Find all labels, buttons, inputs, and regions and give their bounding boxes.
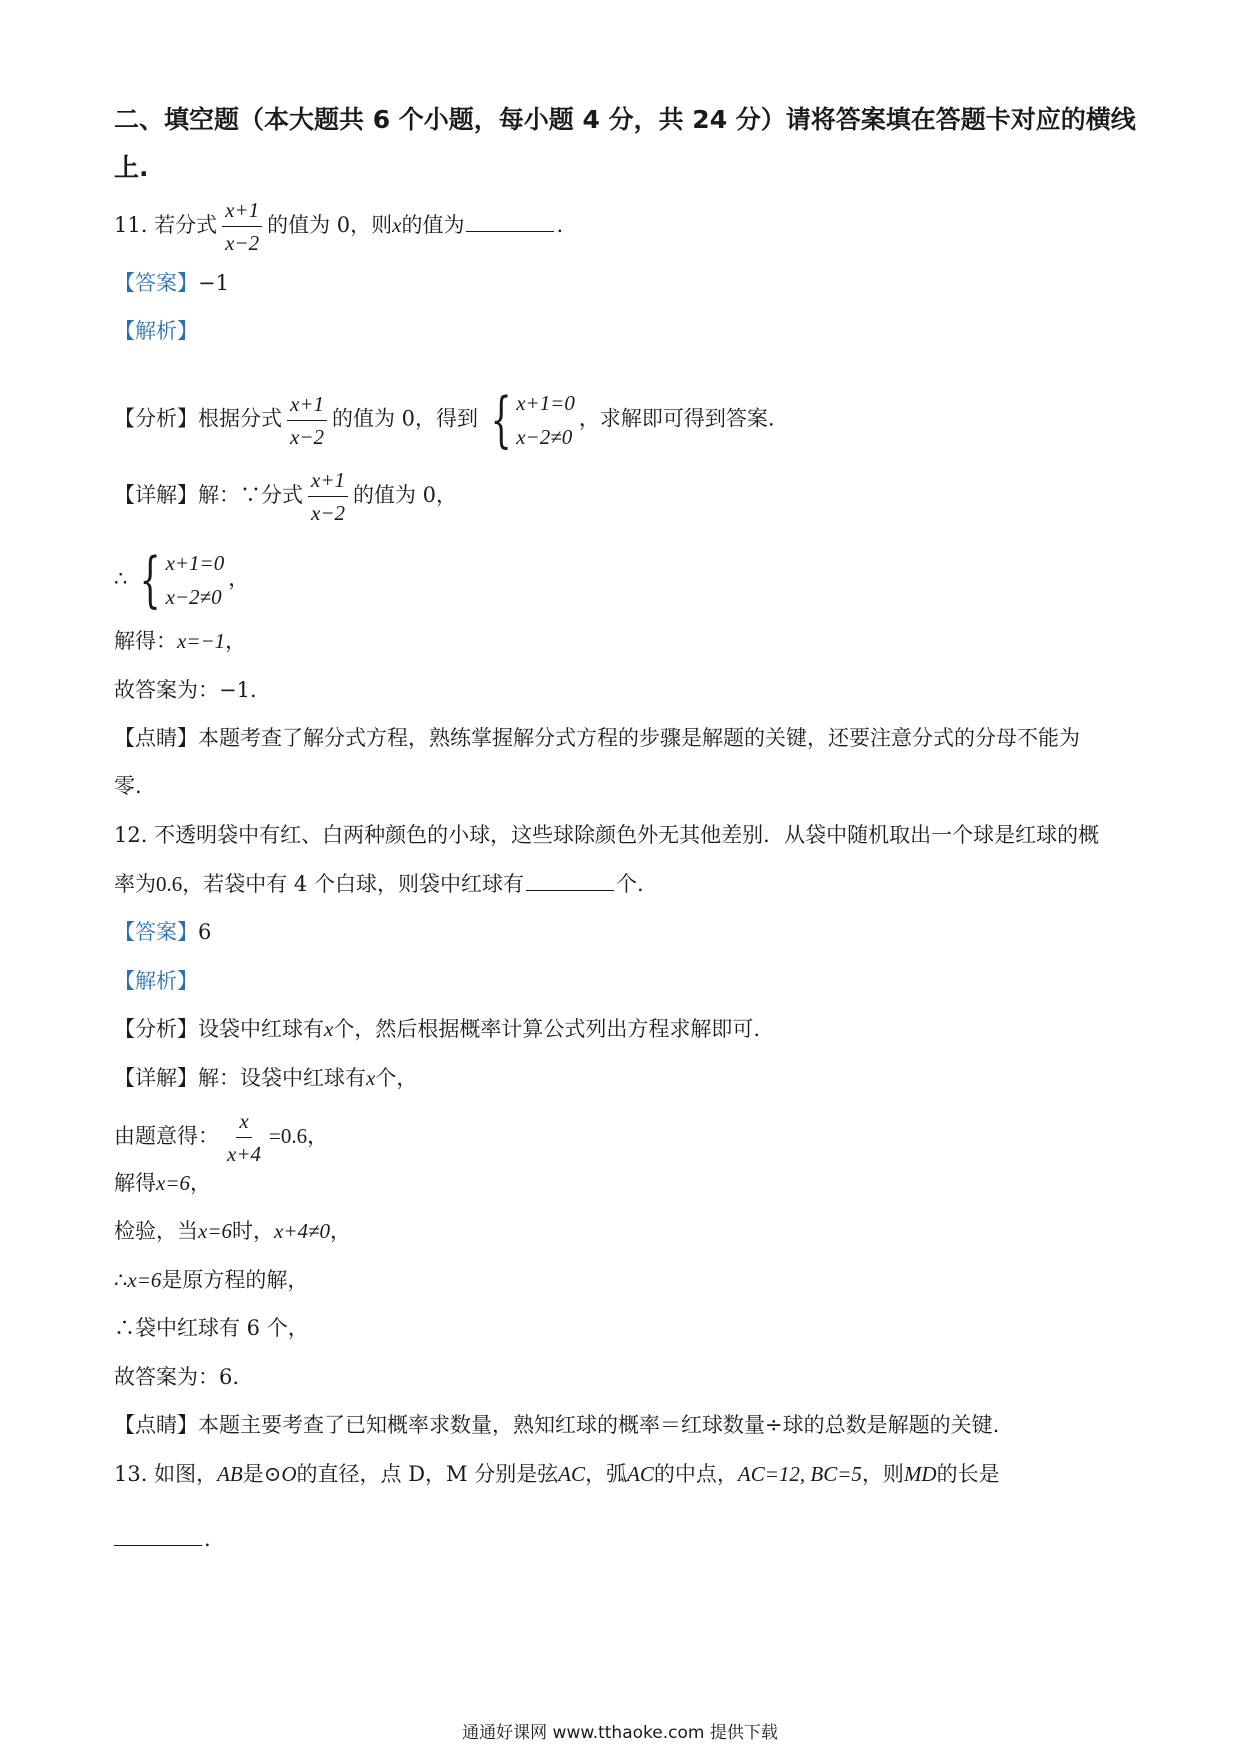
q11-end: . — [556, 213, 564, 237]
q11-sys-row2: x−2≠0 — [516, 425, 573, 449]
q11-detail-sys-row2: x−2≠0 — [165, 585, 222, 609]
q12-line2 — [114, 869, 644, 899]
q12-fenxi-a: 设袋中红球有 — [198, 1017, 324, 1041]
comment-tag: 【点睛】 — [114, 1413, 198, 1437]
q12-detail-line — [114, 1063, 417, 1093]
left-brace: { — [490, 385, 512, 455]
q11-fraction — [222, 196, 262, 257]
q11-comment-line1 — [114, 723, 1080, 753]
q11-solve-label: 解得： — [114, 629, 177, 653]
fenxi-tag: 【分析】 — [114, 406, 198, 431]
q11-frac-den: x−2 — [225, 231, 260, 255]
answer-tag: 【答案】 — [114, 271, 198, 295]
q11-analysis-frac-num: x+1 — [287, 390, 327, 421]
q11-frac-num: x+1 — [222, 196, 262, 227]
q11-detail-line — [114, 466, 457, 527]
q12-sol-label: 解得 — [114, 1171, 156, 1195]
q13-circle-symbol: ⊙ — [263, 1462, 282, 1486]
q12-answer-blank — [526, 870, 614, 891]
detail-tag: 【详解】 — [114, 1066, 198, 1090]
q12-check-x: x=6 — [198, 1219, 232, 1243]
analysis-tag: 【解析】 — [114, 969, 198, 993]
q13-given: AC=12, BC=5 — [737, 1462, 862, 1486]
analysis-tag: 【解析】 — [114, 319, 198, 343]
q12-eq-rhs: =0.6， — [269, 1124, 329, 1148]
q12-fenxi-var: x — [324, 1017, 334, 1041]
q12-comment-line — [114, 1410, 999, 1440]
q11-text-a: 若分式 — [154, 213, 218, 237]
q12-comment-text: 本题主要考查了已知概率求数量，熟知红球的概率＝红球数量÷球的总数是解题的关键. — [198, 1413, 1000, 1437]
q11-analysis-fraction — [287, 390, 327, 451]
q13-number: 13. — [114, 1462, 148, 1486]
q13-line2 — [114, 1524, 211, 1554]
q12-conclusion-b: 是原方程的解， — [161, 1268, 309, 1292]
q11-detail-system — [131, 546, 224, 614]
q11-answer-line — [114, 268, 229, 298]
section-heading-line2: 上. — [114, 153, 149, 182]
q13-end: . — [204, 1527, 211, 1551]
q12-detail-var: x — [366, 1066, 376, 1090]
q11-solve-line — [114, 626, 246, 656]
q12-analysis-tag — [114, 966, 198, 996]
q12-eq-num: x — [236, 1107, 251, 1138]
q11-analysis-tag — [114, 316, 198, 346]
q12-line1: 12. 不透明袋中有红、白两种颜色的小球，这些球除颜色外无其他差别．从袋中随机取出一个球是红球的概 — [114, 823, 1100, 847]
q12-fenxi-line — [114, 1014, 760, 1044]
q11-detail-frac-den: x−2 — [311, 501, 345, 525]
q13-text-b: 是 — [242, 1462, 264, 1486]
q11-solve-end: ， — [225, 629, 247, 653]
q12-conclusion-expr: x=6 — [127, 1268, 162, 1292]
detail-tag: 【详解】 — [114, 483, 198, 507]
q11-analysis-system — [482, 386, 575, 454]
q11-detail-a: 解：∵分式 — [198, 483, 303, 507]
q12-check-b: 时， — [232, 1219, 274, 1243]
q11-answer-blank — [466, 211, 554, 232]
q11-analysis-frac-den: x−2 — [290, 424, 324, 449]
q12-answer-line — [114, 917, 211, 947]
q11-detail-sys-row1: x+1=0 — [165, 551, 225, 575]
q12-check-line — [114, 1216, 351, 1246]
q13-ac-arc: AC — [627, 1462, 654, 1486]
q13-text-c: 的直径，点 D，M 分别是弦 — [296, 1462, 559, 1486]
q11-analysis-c: ，求解即可得到答案. — [578, 406, 775, 431]
fenxi-tag: 【分析】 — [114, 1017, 198, 1041]
section-heading-line1: 二、填空题（本大题共 6 个小题，每小题 4 分，共 24 分）请将答案填在答题卡对应的横线 — [114, 105, 1136, 134]
q11-sys-end: ， — [228, 566, 250, 591]
comment-tag: 【点睛】 — [114, 726, 198, 750]
q12-eq-label: 由题意得： — [114, 1124, 219, 1148]
q11-answer: −1 — [198, 271, 229, 295]
q13-ac: AC — [558, 1462, 586, 1486]
q11-number: 11. — [114, 213, 148, 237]
q11-detail-fraction — [308, 466, 348, 527]
q11-solve-expr: x=−1 — [177, 629, 226, 653]
q11-analysis-b: 的值为 0，得到 — [332, 406, 479, 431]
q11-var: x — [392, 213, 402, 237]
q11-analysis-line — [114, 386, 775, 454]
q12-eq-den: x+4 — [227, 1142, 261, 1166]
answer-tag: 【答案】 — [114, 920, 198, 944]
q12-detail-a: 解：设袋中红球有 — [198, 1066, 366, 1090]
q12-line2-a: 率为 — [114, 872, 156, 896]
q12-final: 故答案为：6. — [114, 1365, 240, 1389]
q12-probability: 0.6 — [156, 872, 183, 896]
q13-text-e: 的中点， — [653, 1462, 738, 1486]
q11-analysis-a: 根据分式 — [198, 406, 282, 431]
q11-comment-text: 本题考查了解分式方程，熟练掌握解分式方程的步骤是解题的关键，还要注意分式的分母不能为 — [198, 726, 1080, 750]
q13-text-g: 的长是 — [936, 1462, 1000, 1486]
q12-line2-c: 个. — [615, 872, 644, 896]
q12-detail-b: 个， — [375, 1066, 418, 1090]
q12-conclusion-line — [114, 1265, 308, 1295]
q11-final: 故答案为：−1. — [114, 678, 257, 702]
q12-check-end: ， — [330, 1219, 352, 1243]
q13-md: MD — [903, 1462, 937, 1486]
q12-sol-end: ， — [190, 1171, 211, 1195]
q13-line1 — [114, 1459, 1000, 1489]
q12-answer: 6 — [198, 920, 212, 944]
q11-text-c: 的值为 — [401, 213, 465, 237]
therefore-symbol: ∴ — [114, 566, 128, 591]
q12-solve-line — [114, 1168, 211, 1198]
q13-text-f: ，则 — [861, 1462, 904, 1486]
left-brace: { — [139, 545, 161, 615]
q13-o: O — [281, 1462, 297, 1486]
q11-question — [114, 196, 563, 257]
q13-text-d: ，弧 — [585, 1462, 628, 1486]
q11-text-b: 的值为 0，则 — [267, 213, 393, 237]
q12-check-a: 检验，当 — [114, 1219, 198, 1243]
q11-sys-row1: x+1=0 — [516, 391, 575, 415]
q13-text-a: 如图， — [154, 1462, 218, 1486]
q11-detail-b: 的值为 0， — [353, 483, 458, 507]
q13-answer-blank — [114, 1525, 202, 1546]
q11-comment-line2: 零. — [114, 774, 142, 798]
q12-conclusion-a: ∴ — [114, 1268, 128, 1292]
q12-conclusion2: ∴袋中红球有 6 个， — [114, 1316, 309, 1340]
q12-equation-line — [114, 1107, 328, 1168]
q12-fenxi-b: 个，然后根据概率计算公式列出方程求解即可. — [333, 1017, 761, 1041]
q12-eq-fraction — [224, 1107, 264, 1168]
q12-line2-b: ，若袋中有 4 个白球，则袋中红球有 — [182, 872, 524, 896]
q13-ab: AB — [217, 1462, 243, 1486]
q12-sol-expr: x=6 — [156, 1171, 190, 1195]
page-footer: 通通好课网 www.tthaoke.com 提供下载 — [462, 1723, 778, 1743]
q11-system-line — [114, 546, 249, 614]
q12-check-expr: x+4≠0 — [274, 1219, 331, 1243]
q11-detail-frac-num: x+1 — [308, 466, 348, 497]
